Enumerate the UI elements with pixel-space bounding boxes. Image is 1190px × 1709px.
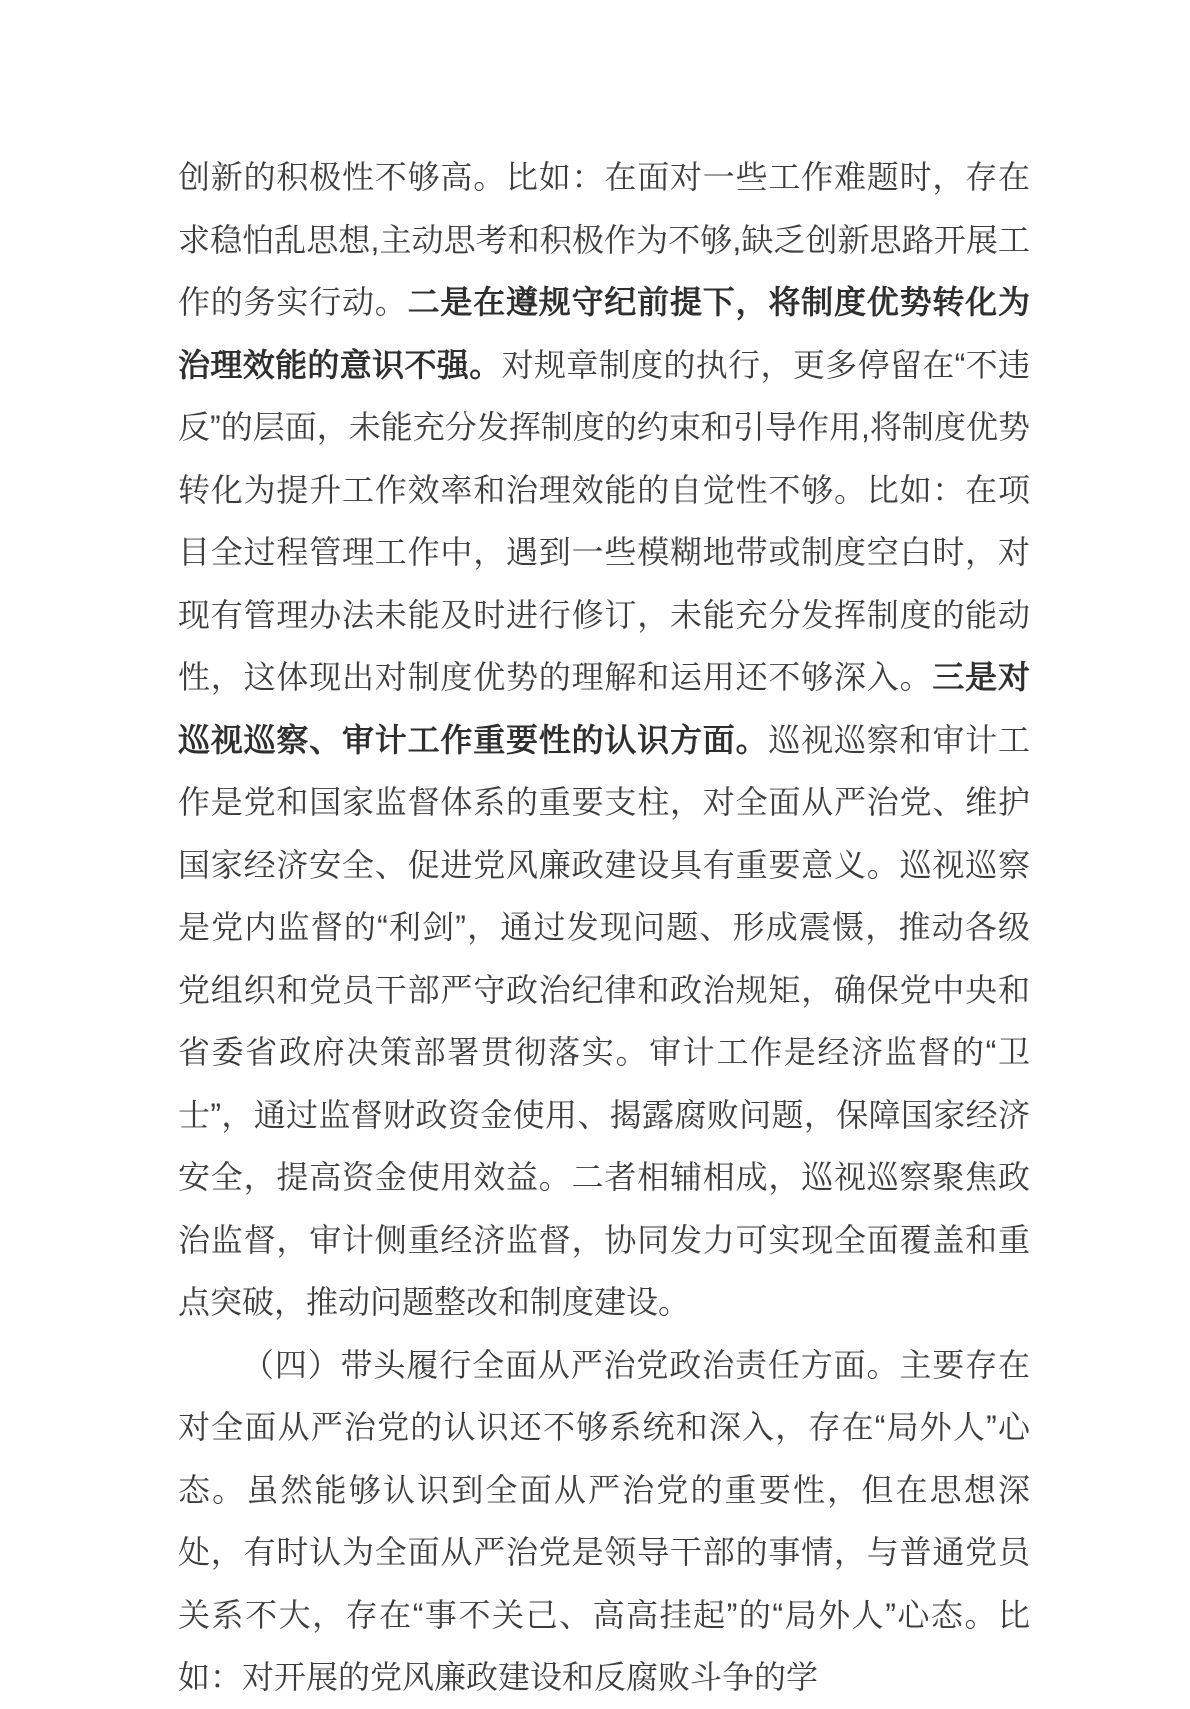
paragraph [178,146,1030,1334]
text-run: 创新的积极性不够高。比如：在面对一些工作难题时，存在求稳怕乱思想,主动思考和积极作为不够,缺乏创新思路开展工作的务实行动。 [178,159,1030,320]
text-run: 对规章制度的执行，更多停留在“不违反”的层面，未能充分发挥制度的约束和引导作用,将制度优势转化为提升工作效率和治理效能的自觉性不够。比如：在项目全过程管理工作中，遇到一些模糊地带或制度空白时，对现有管理办法未能及时进行修订，未能充分发挥制度的能动性，这体现出对制度优势的理解和运用还不够深入。 [178,346,1030,695]
text-run: （四）带头履行全面从严治党政治责任方面。主要存在对全面从严治党的认识还不够系统和深入，存在“局外人”心态。虽然能够认识到全面从严治党的重要性，但在思想深处，有时认为全面从严治党是领导干部的事情，与普通党员关系不大，存在“事不关己、高高挂起”的“局外人”心态。比如：对开展的党风廉政建设和反腐败斗争的学 [178,1346,1030,1695]
emphasis-run: 三是对巡视巡察、审计工作重要性的认识方面。 [178,659,1030,758]
paragraph [178,1334,1030,1709]
text-run: 巡视巡察和审计工作是党和国家监督体系的重要支柱，对全面从严治党、维护国家经济安全、促进党风廉政建设具有重要意义。巡视巡察是党内监督的“利剑”，通过发现问题、形成震慑，推动各级党组织和党员干部严守政治纪律和政治规矩，确保党中央和省委省政府决策部署贯彻落实。审计工作是经济监督的“卫士”，通过监督财政资金使用、揭露腐败问题，保障国家经济安全，提高资金使用效益。二者相辅相成，巡视巡察聚焦政治监督，审计侧重经济监督，协同发力可实现全面覆盖和重点突破，推动问题整改和制度建设。 [178,721,1030,1320]
emphasis-run: 二是在遵规守纪前提下，将制度优势转化为治理效能的意识不强。 [178,284,1030,383]
